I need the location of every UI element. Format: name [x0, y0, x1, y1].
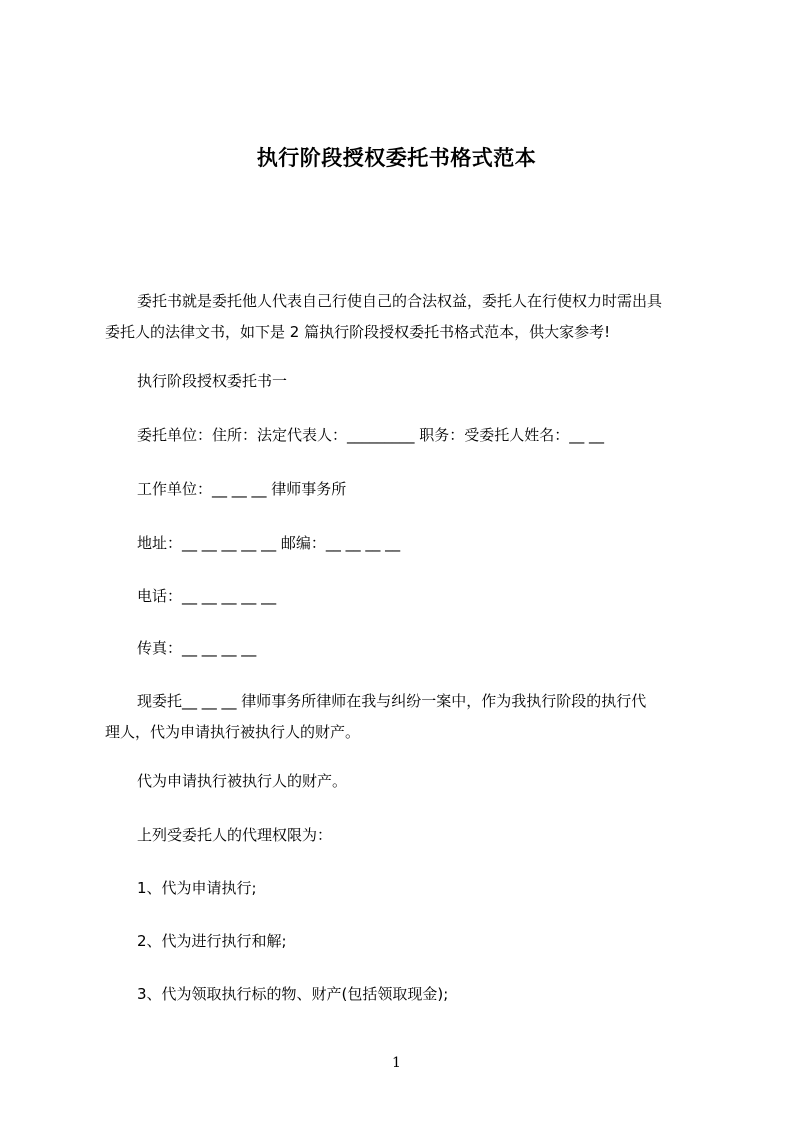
scope-heading: 上列受委托人的代理权限为： [137, 826, 333, 844]
intro-line-1: 委托书就是委托他人代表自己行使自己的合法权益，委托人在行使权力时需出具 [137, 292, 663, 310]
power-item-3: 3、代为领取执行标的物、财产(包括领取现金); [137, 985, 449, 1003]
address-field: 地址：__ __ __ __ __ 邮编：__ __ __ __ [137, 534, 401, 552]
intro-paragraph [105, 286, 705, 348]
page-number: 1 [392, 1055, 401, 1071]
intro-line-2: 委托人的法律文书，如下是 2 篇执行阶段授权委托书格式范本，供大家参考! [105, 323, 611, 341]
power-item-1: 1、代为申请执行; [137, 879, 257, 897]
entrust-line-1: 现委托__ __ __ 律师事务所律师在我与纠纷一案中，作为我执行阶段的执行代 [137, 692, 647, 710]
work-unit-field: 工作单位：__ __ __ 律师事务所 [137, 480, 347, 498]
fax-field: 传真：__ __ __ __ [137, 639, 257, 657]
power-item-2: 2、代为进行执行和解; [137, 932, 287, 950]
principal-field: 委托单位：住所：法定代表人：_________ 职务：受委托人姓名：__ __ [137, 426, 605, 444]
phone-field: 电话：__ __ __ __ __ [137, 587, 277, 605]
entrust-line-2: 理人，代为申请执行被执行人的财产。 [105, 723, 361, 741]
document-title: 执行阶段授权委托书格式范本 [256, 146, 537, 170]
section-heading: 执行阶段授权委托书一 [137, 372, 288, 390]
entrust-paragraph [105, 686, 705, 748]
repeat-line: 代为申请执行被执行人的财产。 [137, 772, 348, 790]
